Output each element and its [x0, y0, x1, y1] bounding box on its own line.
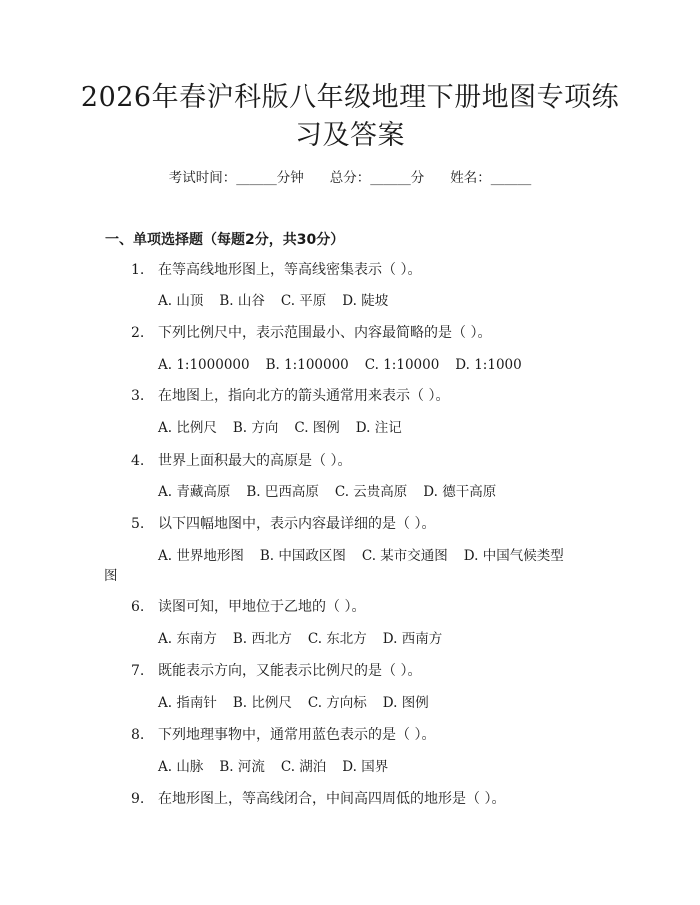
option-b: B. 1:100000: [265, 357, 349, 373]
document-title-line-1: 2026年春沪科版八年级地理下册地图专项练: [80, 82, 620, 113]
option-b: B. 方向: [232, 420, 279, 436]
question-1-options: [158, 291, 404, 311]
option-b: B. 巴西高原: [246, 484, 319, 500]
question-text: 下列地理事物中，通常用蓝色表示的是（ ）。: [158, 727, 436, 743]
exam-info: [0, 168, 700, 188]
option-c: C. 某市交通图: [361, 548, 448, 564]
option-b: B. 西北方: [232, 631, 292, 647]
question-number: 9.: [131, 791, 145, 807]
question-text: 在等高线地形图上，等高线密集表示（ ）。: [158, 262, 422, 278]
exam-time-field: 考试时间：______分钟: [168, 170, 304, 186]
question-8-options: [158, 757, 404, 777]
question-3: [131, 386, 449, 406]
question-number: 4.: [131, 453, 145, 469]
option-d: D. 德干高原: [423, 484, 497, 500]
option-a: A. 1:1000000: [158, 357, 250, 373]
question-text: 下列比例尺中，表示范围最小、内容最简略的是（ ）。: [158, 325, 492, 341]
option-d: D. 图例: [382, 695, 429, 711]
question-number: 3.: [131, 388, 145, 404]
option-c: C. 平原: [280, 293, 327, 309]
question-number: 6.: [131, 599, 145, 615]
question-5: [131, 514, 435, 534]
question-text: 在地形图上，等高线闭合，中间高四周低的地形是（ ）。: [158, 791, 506, 807]
option-d: D. 陡坡: [342, 293, 389, 309]
option-b: B. 河流: [219, 759, 265, 775]
option-b: B. 比例尺: [232, 695, 292, 711]
section-heading-single-choice: 一、单项选择题（每题2分，共30分）: [105, 232, 345, 248]
question-number: 8.: [131, 727, 145, 743]
option-c: C. 湖泊: [280, 759, 327, 775]
question-text: 在地图上，指向北方的箭头通常用来表示（ ）。: [158, 388, 450, 404]
question-2: [131, 323, 491, 343]
option-b: B. 山谷: [219, 293, 265, 309]
option-a: A. 青藏高原: [158, 484, 231, 500]
option-a: A. 比例尺: [158, 420, 217, 436]
option-c: C. 云贵高原: [334, 484, 408, 500]
option-d: D. 西南方: [382, 631, 443, 647]
option-d: D. 国界: [342, 759, 389, 775]
question-9: [131, 789, 505, 809]
question-number: 2.: [131, 325, 145, 341]
question-number: 1.: [131, 262, 145, 278]
question-3-options: [158, 418, 418, 438]
option-a: A. 指南针: [158, 695, 217, 711]
question-text: 以下四幅地图中，表示内容最详细的是（ ）。: [158, 516, 436, 532]
question-text: 世界上面积最大的高原是（ ）。: [158, 453, 352, 469]
question-number: 5.: [131, 516, 145, 532]
question-text: 既能表示方向，又能表示比例尺的是（ ）。: [158, 663, 422, 679]
option-d: D. 1:1000: [455, 357, 522, 373]
option-a: A. 东南方: [158, 631, 217, 647]
question-number: 7.: [131, 663, 145, 679]
question-8: [131, 725, 435, 745]
option-c: C. 东北方: [307, 631, 367, 647]
question-5-option-d-wrap: 图: [104, 568, 118, 584]
exam-score-field: 总分：______分: [329, 170, 425, 186]
question-7-options: [158, 693, 445, 713]
question-text: 读图可知，甲地位于乙地的（ ）。: [158, 599, 366, 615]
option-d: D. 中国气候类型: [463, 548, 564, 564]
question-6-options: [158, 629, 458, 649]
option-a: A. 山脉: [158, 759, 204, 775]
option-d: D. 注记: [355, 420, 402, 436]
question-7: [131, 661, 421, 681]
option-b: B. 中国政区图: [259, 548, 346, 564]
question-6: [131, 597, 365, 617]
option-a: A. 世界地形图: [158, 548, 244, 564]
question-4: [131, 451, 351, 471]
question-2-options: [158, 355, 538, 375]
option-c: C. 方向标: [307, 695, 367, 711]
question-4-options: [158, 482, 512, 502]
option-c: C. 图例: [294, 420, 340, 436]
option-c: C. 1:10000: [364, 357, 440, 373]
option-a: A. 山顶: [158, 293, 204, 309]
question-1: [131, 260, 421, 280]
document-title-line-2: 习及答案: [295, 120, 405, 151]
exam-name-field: 姓名：______: [450, 170, 532, 186]
question-5-options: [158, 546, 564, 566]
